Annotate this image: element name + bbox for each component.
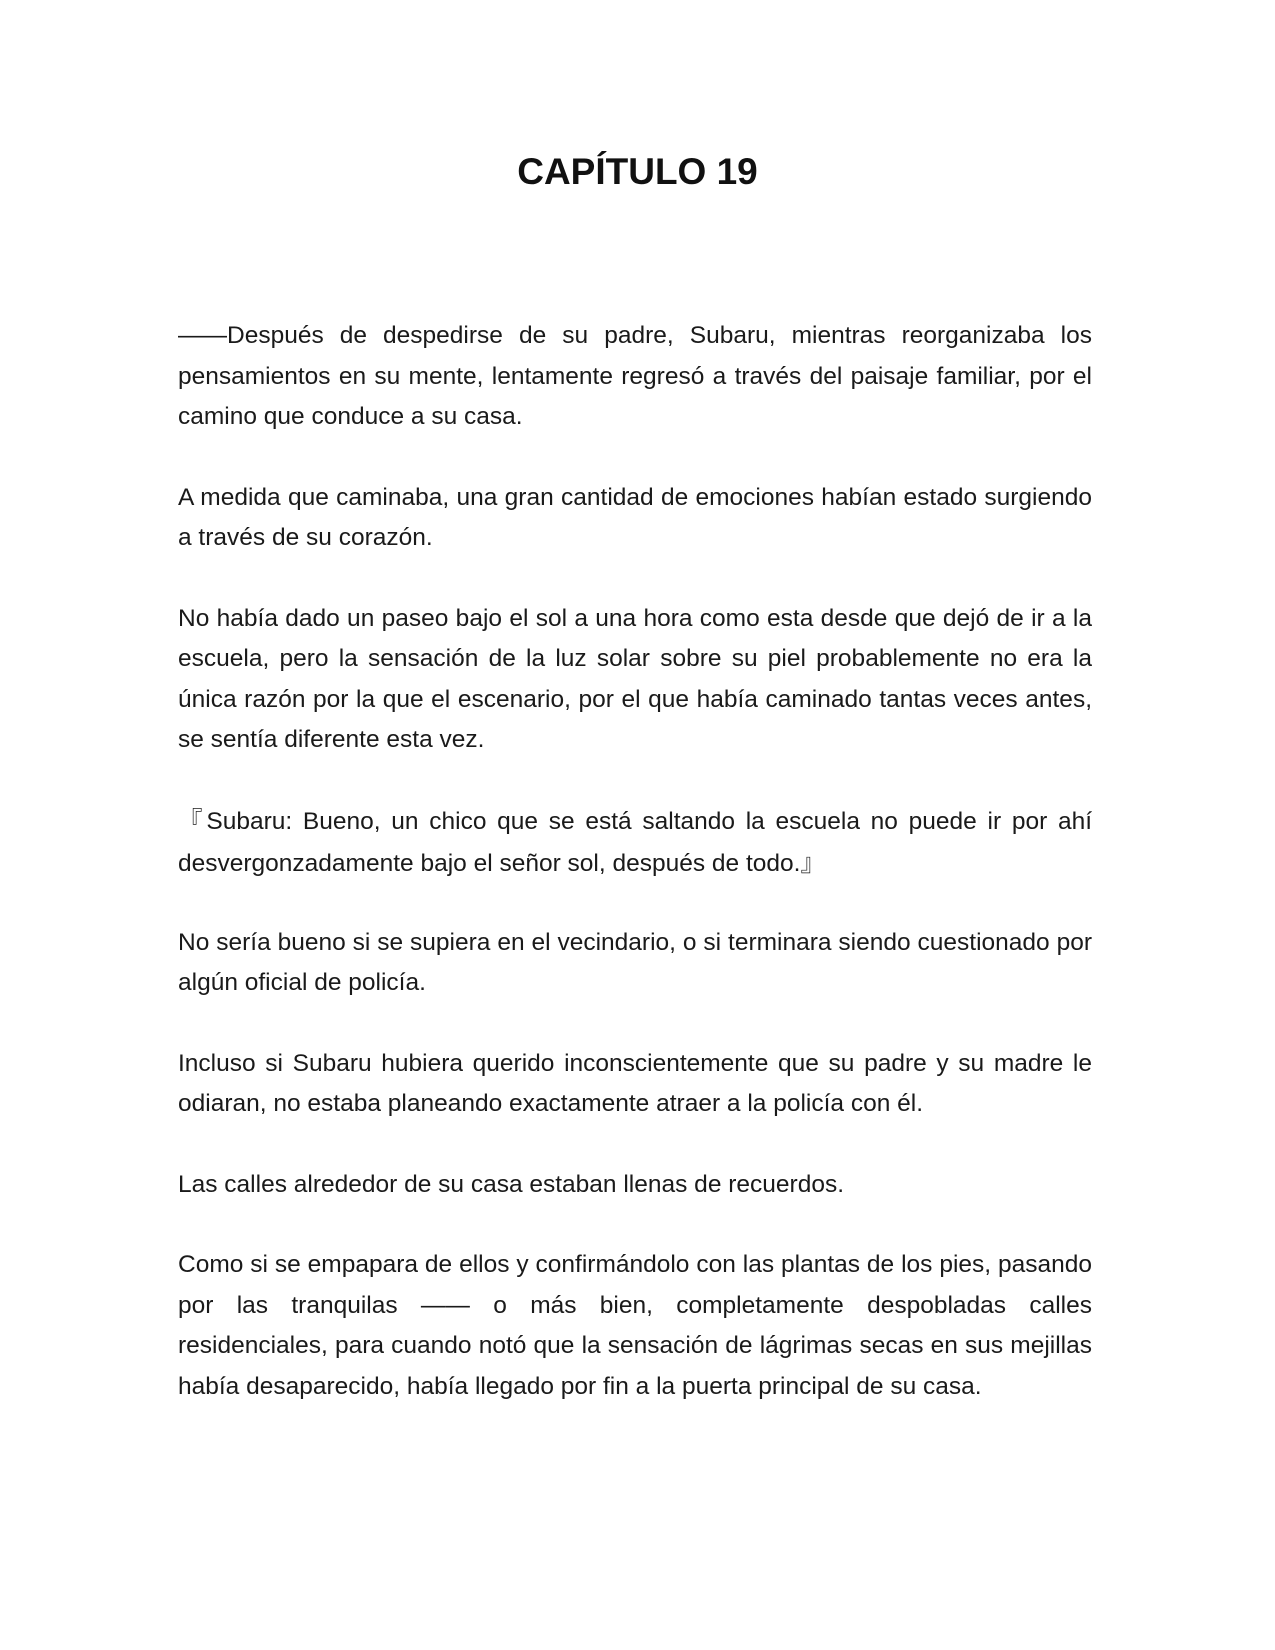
paragraph: ——Después de despedirse de su padre, Subaru, mientras reorganizaba los pensamientos en su mente, lentamente regresó a través del paisaje familiar, por el camino que conduce a su casa. bbox=[178, 322, 1092, 430]
chapter-body bbox=[178, 316, 1092, 1447]
dialogue-paragraph: 『Subaru: Bueno, un chico que se está saltando la escuela no puede ir por ahí desvergonzadamente bajo el señor sol, después de todo.』 bbox=[178, 807, 1092, 877]
paragraph: No había dado un paseo bajo el sol a una hora como esta desde que dejó de ir a la escuela, pero la sensación de la luz solar sobre su piel probablemente no era la única razón por la que el escenario, por el que había caminado tantas veces antes, se sentía diferente esta vez. bbox=[178, 604, 1092, 753]
paragraph: Como si se empapara de ellos y confirmándolo con las plantas de los pies, pasando por las tranquilas —— o más bien, completamente despobladas calles residenciales, para cuando notó que la sensación de lágrimas secas en sus mejillas había desaparecido, había llegado por fin a la puerta principal de su casa. bbox=[178, 1251, 1092, 1400]
paragraph: A medida que caminaba, una gran cantidad de emociones habían estado surgiendo a través de su corazón. bbox=[178, 483, 1092, 551]
paragraph: Incluso si Subaru hubiera querido inconscientemente que su padre y su madre le odiaran, no estaba planeando exactamente atraer a la policía con él. bbox=[178, 1049, 1092, 1117]
chapter-title: CAPÍTULO 19 bbox=[517, 151, 758, 192]
paragraph: Las calles alrededor de su casa estaban llenas de recuerdos. bbox=[178, 1170, 844, 1198]
paragraph: No sería bueno si se supiera en el vecindario, o si terminara siendo cuestionado por algún oficial de policía. bbox=[178, 928, 1092, 996]
